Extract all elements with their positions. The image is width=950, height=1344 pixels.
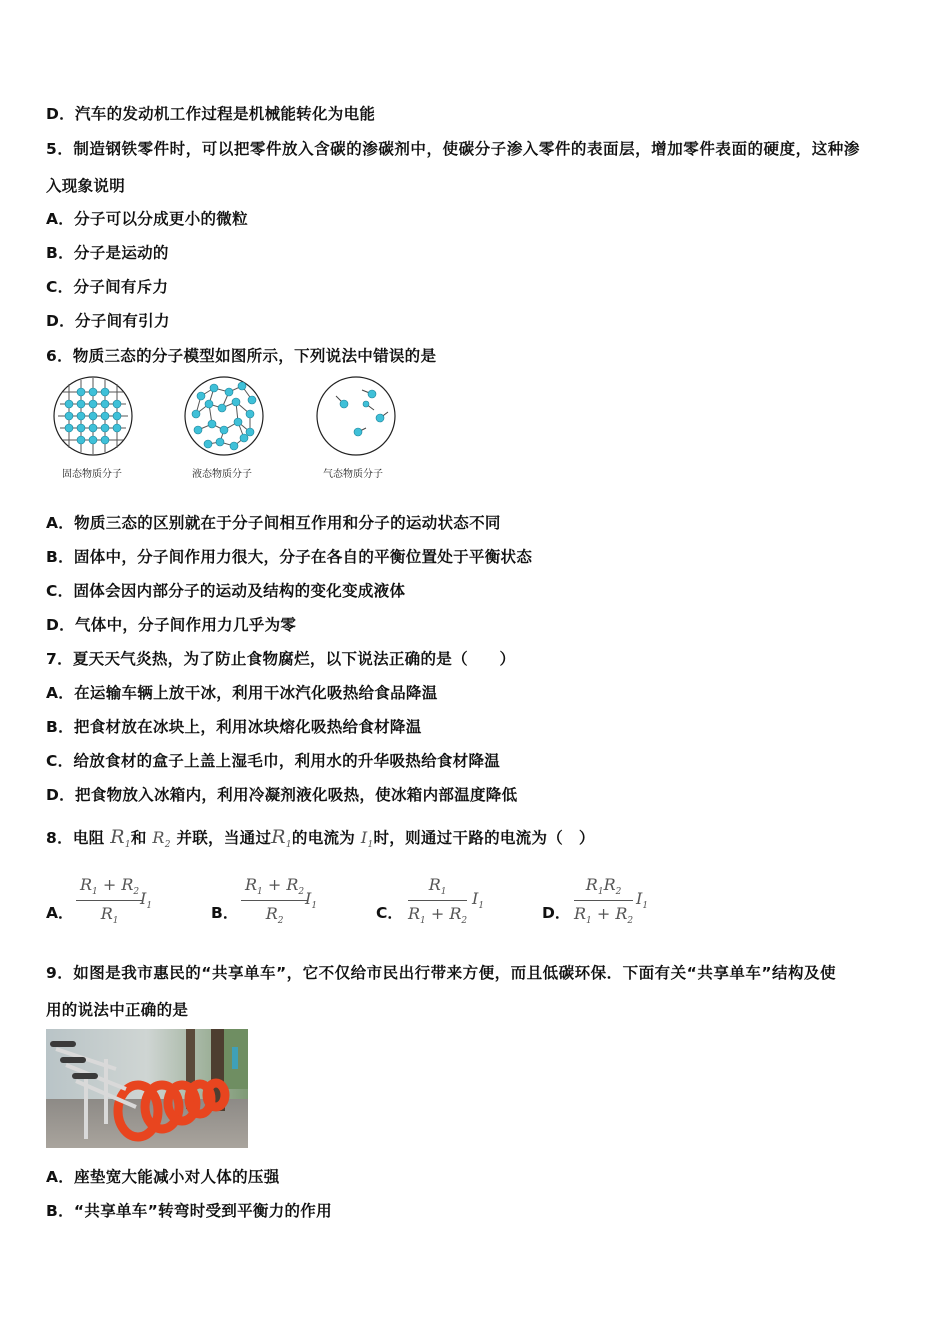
caption-solid: 固态物质分子 — [62, 469, 122, 480]
q9-option-a: A．座垫宽大能减小对人体的压强 — [46, 1168, 280, 1186]
q6-stem: 6．物质三态的分子模型如图所示，下列说法中错误的是 — [46, 347, 437, 365]
gas-molecules-diagram — [317, 377, 395, 455]
q6-option-a: A．物质三态的区别就在于分子间相互作用和分子的运动状态不同 — [46, 514, 501, 532]
shared-bikes-photo — [46, 1029, 248, 1148]
q5-option-a: A．分子可以分成更小的微粒 — [46, 210, 248, 228]
q5-stem-line1: 5．制造钢铁零件时，可以把零件放入含碳的渗碳剂中，使碳分子渗入零件的表面层，增加零件表面的硬度，这种渗 — [46, 140, 860, 158]
q7-option-a: A．在运输车辆上放干冰，利用干冰汽化吸热给食品降温 — [46, 684, 438, 702]
q9-stem-line2: 用的说法中正确的是 — [46, 1001, 189, 1019]
q6-option-c: C．固体会因内部分子的运动及结构的变化变成液体 — [46, 582, 406, 600]
q5-stem-line2: 入现象说明 — [46, 177, 126, 195]
q9-option-b: B．“共享单车”转弯时受到平衡力的作用 — [46, 1202, 332, 1220]
molecule-model-figure — [46, 374, 406, 464]
solid-molecules-diagram — [54, 377, 132, 455]
q5-option-c: C．分子间有斥力 — [46, 278, 169, 296]
q6-option-d: D．气体中，分子间作用力几乎为零 — [46, 616, 297, 634]
q8-option-c: C． $\frac{R_1}{R_1 + R_2}$ $I_1$ — [376, 875, 485, 927]
caption-gas: 气态物质分子 — [323, 469, 383, 480]
q7-stem: 7．夏天天气炎热，为了防止食物腐烂，以下说法正确的是（ ） — [46, 650, 516, 668]
q8-option-b: B． $\frac{R_1 + R_2}{R_2}$ $I_1$ — [211, 875, 318, 927]
q5-option-d: D．分子间有引力 — [46, 312, 170, 330]
q6-option-b: B．固体中，分子间作用力很大，分子在各自的平衡位置处于平衡状态 — [46, 548, 533, 566]
q8-option-a: A． $\frac{R_1 + R_2}{R_1}$ $I_1$ — [46, 875, 153, 927]
q9-stem-line1: 9．如图是我市惠民的“共享单车”，它不仅给市民出行带来方便，而且低碳环保．下面有关“共享单车”结构及使 — [46, 964, 837, 982]
q8-option-d: D． $\frac{R_1R_2}{R_1 + R_2}$ $I_1$ — [542, 875, 649, 927]
q7-option-d: D．把食物放入冰箱内，利用冷凝剂液化吸热，使冰箱内部温度降低 — [46, 786, 518, 804]
liquid-molecules-diagram — [185, 377, 263, 455]
q7-option-b: B．把食材放在冰块上，利用冰块熔化吸热给食材降温 — [46, 718, 422, 736]
q5-option-b: B．分子是运动的 — [46, 244, 169, 262]
caption-liquid: 液态物质分子 — [192, 469, 252, 480]
q7-option-c: C．给放食材的盒子上盖上湿毛巾，利用水的升华吸热给食材降温 — [46, 752, 501, 770]
q8-stem: 8．电阻 $R_1$和 $R_2$ 并联，当通过$R_1$的电流为 $I_1$时，则通过干路的电流为（ ） — [46, 826, 595, 851]
q4-option-d: D．汽车的发动机工作过程是机械能转化为电能 — [46, 105, 376, 123]
